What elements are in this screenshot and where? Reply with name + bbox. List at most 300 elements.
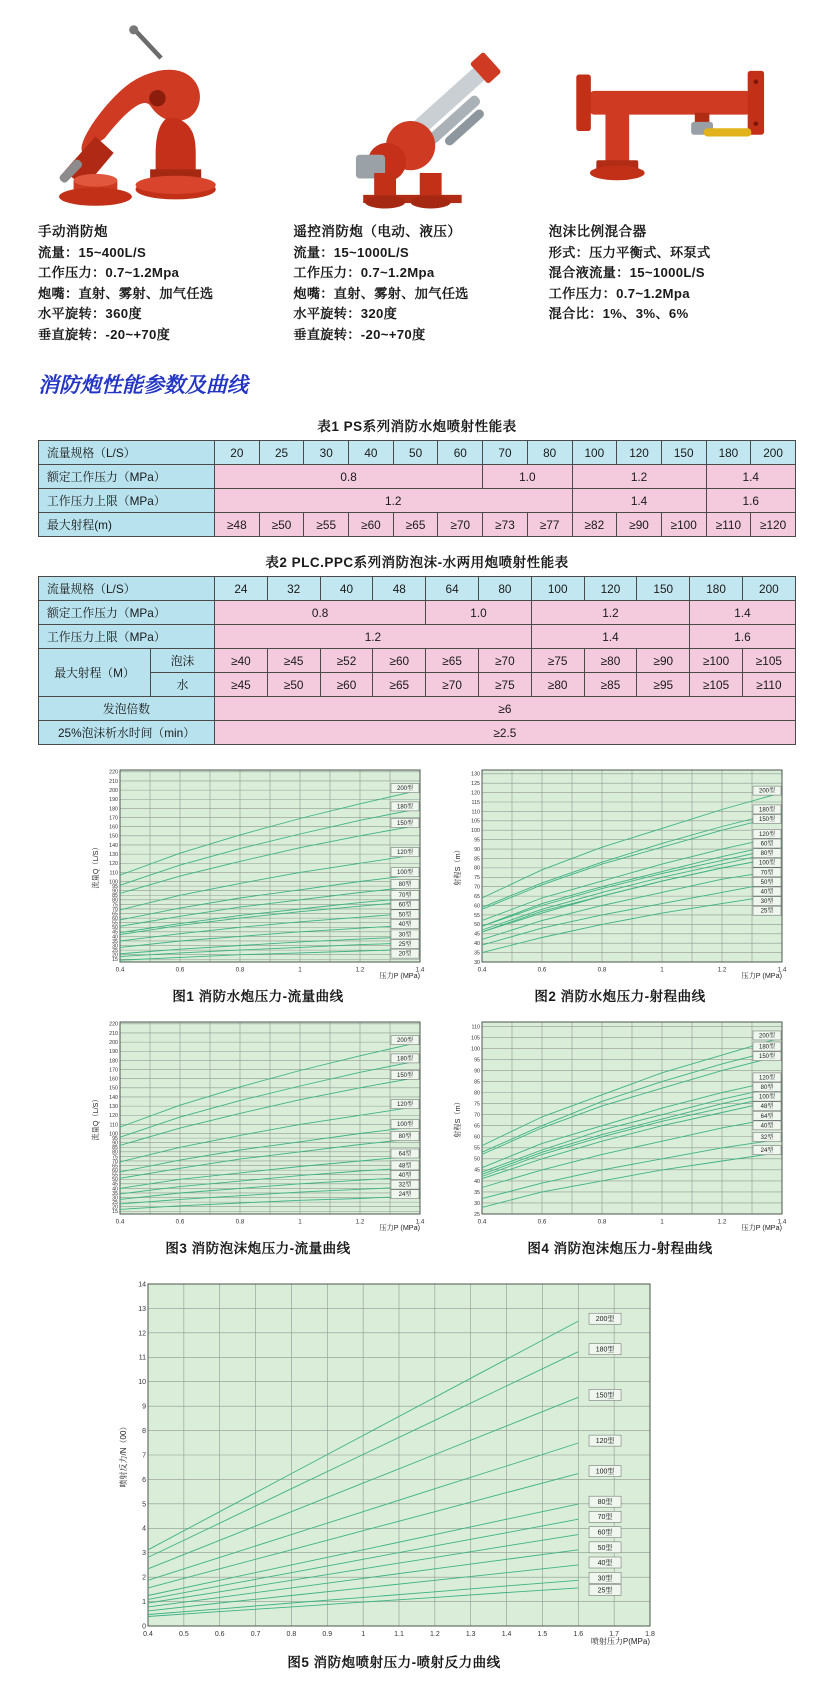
y-axis-label: 流量Q（L/S） (91, 843, 100, 889)
y-tick-label: 160 (109, 1076, 118, 1083)
x-tick-label: 1 (298, 1218, 302, 1226)
product-spec: 工作压力：0.7~1.2Mpa (548, 285, 690, 301)
value-cell: 180 (690, 577, 743, 601)
product-spec: 水平旋转：360度 (38, 306, 142, 322)
y-tick-label: 200 (109, 788, 118, 795)
value-cell: 25 (259, 441, 304, 465)
x-axis-label: 喷射压力P(MPa) (590, 1637, 650, 1647)
chart-4-canvas (451, 1015, 789, 1233)
value-cell: ≥100 (690, 649, 743, 673)
y-tick-label: 140 (109, 843, 118, 850)
x-tick-label: 0.4 (115, 1218, 125, 1226)
value-cell: 150 (661, 441, 706, 465)
y-tick-label: 150 (109, 1085, 118, 1092)
x-tick-label: 1.7 (609, 1631, 620, 1639)
y-axis-label: 喷射反力/N（00） (119, 1422, 128, 1488)
y-tick-label: 55 (474, 1145, 480, 1152)
row-label: 额定工作压力（MPa） (39, 601, 215, 625)
y-tick-label: 13 (138, 1306, 146, 1314)
y-tick-label: 100 (109, 879, 118, 886)
value-cell: 40 (320, 577, 373, 601)
y-tick-label: 30 (112, 1195, 118, 1202)
x-tick-label: 1.2 (355, 1218, 365, 1226)
product-spec: 水平旋转：320度 (293, 306, 398, 322)
y-tick-label: 30 (112, 943, 118, 950)
value-cell: ≥110 (706, 513, 751, 537)
curve-label: 150型 (758, 1054, 776, 1061)
curve-label: 30型 (597, 1575, 613, 1583)
y-tick-label: 35 (112, 939, 118, 946)
value-cell: 1.4 (531, 625, 689, 649)
value-cell: 100 (531, 577, 584, 601)
x-tick-label: 1.2 (717, 1218, 727, 1226)
y-tick-label: 65 (112, 911, 118, 918)
y-tick-label: 110 (109, 1122, 118, 1129)
curve-label: 120型 (396, 850, 414, 857)
y-tick-label: 35 (474, 950, 480, 957)
y-tick-label: 170 (109, 815, 118, 822)
curve-label: 200型 (758, 788, 776, 795)
value-cell: ≥50 (259, 513, 304, 537)
curve-label: 60型 (398, 902, 412, 909)
value-cell: 0.8 (215, 465, 483, 489)
y-tick-label: 7 (142, 1452, 146, 1460)
y-tick-label: 40 (112, 934, 118, 941)
y-tick-label: 120 (109, 861, 118, 868)
product-photo (293, 16, 540, 214)
value-cell: 60 (438, 441, 483, 465)
product-2 (293, 16, 540, 345)
x-axis-label: 压力P (MPa) (379, 1223, 420, 1233)
x-tick-label: 1 (660, 1218, 664, 1226)
row-label: 流量规格（L/S） (39, 577, 215, 601)
table-1-title: 表1 PS系列消防水炮喷射性能表 (317, 419, 517, 435)
y-tick-label: 25 (112, 948, 118, 955)
value-cell: 1.4 (706, 465, 795, 489)
product-showcase (38, 16, 796, 345)
curve-label: 180型 (758, 807, 776, 814)
product-spec: 混合液流量：15~1000L/S (548, 265, 705, 281)
row-sublabel: 水 (151, 673, 215, 697)
y-tick-label: 210 (109, 1031, 118, 1038)
curve-label: 24型 (398, 1192, 412, 1199)
y-tick-label: 60 (112, 1168, 118, 1175)
value-cell: ≥60 (373, 649, 426, 673)
y-tick-label: 90 (474, 847, 480, 854)
value-cell: 1.6 (706, 489, 795, 513)
x-tick-label: 0.6 (175, 1218, 185, 1226)
y-tick-label: 85 (474, 856, 480, 863)
value-cell: 80 (527, 441, 572, 465)
y-tick-label: 12 (138, 1330, 146, 1338)
y-tick-label: 40 (474, 1178, 480, 1185)
y-tick-label: 115 (471, 800, 480, 807)
y-tick-label: 50 (474, 1156, 480, 1163)
y-tick-label: 85 (112, 893, 118, 900)
y-tick-label: 105 (471, 1035, 480, 1042)
curve-label: 70型 (597, 1514, 613, 1522)
x-axis-label: 压力P (MPa) (379, 971, 420, 981)
y-tick-label: 35 (474, 1189, 480, 1196)
y-tick-label: 30 (474, 1201, 480, 1208)
curve-label: 100型 (396, 870, 414, 877)
y-tick-label: 65 (474, 1123, 480, 1130)
remote-fire-monitor-photo (303, 18, 531, 214)
y-tick-label: 65 (112, 1163, 118, 1170)
x-tick-label: 1.8 (645, 1631, 655, 1639)
product-spec: 形式：压力平衡式、环泵式 (548, 244, 711, 260)
x-tick-label: 1.4 (501, 1631, 512, 1639)
y-tick-label: 140 (109, 1095, 118, 1102)
x-tick-label: 1.3 (465, 1631, 476, 1639)
y-tick-label: 190 (109, 1049, 118, 1056)
value-cell: ≥70 (426, 673, 479, 697)
value-cell: ≥120 (751, 513, 796, 537)
value-cell: ≥75 (531, 649, 584, 673)
value-cell: 32 (267, 577, 320, 601)
curve-label: 80型 (398, 1134, 412, 1141)
value-cell: 64 (426, 577, 479, 601)
x-tick-label: 1.2 (717, 966, 727, 974)
curve-label: 40型 (398, 922, 412, 929)
y-tick-label: 85 (474, 1079, 480, 1086)
y-tick-label: 100 (471, 1046, 480, 1053)
y-tick-label: 100 (109, 1131, 118, 1138)
table-2-title: 表2 PLC.PPC系列消防泡沫-水两用炮喷射性能表 (265, 555, 569, 571)
value-cell: 1.6 (690, 625, 796, 649)
value-cell: ≥65 (393, 513, 438, 537)
y-tick-label: 20 (112, 1204, 118, 1211)
curve-label: 40型 (398, 1173, 412, 1180)
curve-label: 80型 (597, 1499, 613, 1507)
y-tick-label: 130 (471, 771, 480, 778)
curve-label: 180型 (396, 1056, 414, 1063)
y-tick-label: 110 (471, 809, 480, 816)
y-tick-label: 4 (142, 1525, 146, 1533)
value-cell: ≥105 (742, 649, 795, 673)
y-tick-label: 85 (112, 1145, 118, 1152)
y-tick-label: 25 (112, 1200, 118, 1207)
x-tick-label: 0.4 (477, 966, 487, 974)
row-label: 额定工作压力（MPa） (39, 465, 215, 489)
value-cell: 200 (751, 441, 796, 465)
product-spec: 炮嘴：直射、雾射、加气任选 (38, 285, 214, 301)
value-cell: ≥82 (572, 513, 617, 537)
curve-label: 48型 (398, 1163, 412, 1170)
product-1 (38, 16, 285, 345)
curve-label: 200型 (595, 1316, 615, 1324)
curve-label: 150型 (396, 821, 414, 828)
curve-label: 40型 (760, 889, 774, 896)
y-tick-label: 3 (142, 1550, 146, 1558)
curve-label: 200型 (758, 1033, 776, 1040)
y-axis-label: 射程S（m） (453, 1098, 462, 1138)
row-label: 工作压力上限（MPa） (39, 489, 215, 513)
x-axis-label: 压力P (MPa) (741, 1223, 782, 1233)
value-cell: ≥70 (438, 513, 483, 537)
chart-2-canvas (451, 763, 789, 981)
curve-label: 100型 (758, 1094, 776, 1101)
y-tick-label: 120 (109, 1113, 118, 1120)
y-tick-label: 45 (112, 929, 118, 936)
y-tick-label: 65 (474, 894, 480, 901)
value-cell: ≥70 (478, 649, 531, 673)
curve-label: 70型 (760, 870, 774, 877)
y-tick-label: 110 (109, 870, 118, 877)
curve-label: 32型 (398, 1182, 412, 1189)
y-tick-label: 15 (112, 1209, 118, 1216)
y-tick-label: 5 (142, 1501, 146, 1509)
y-tick-label: 90 (474, 1068, 480, 1075)
chart-2 (444, 763, 796, 1015)
curve-label: 50型 (597, 1544, 613, 1552)
y-tick-label: 55 (112, 920, 118, 927)
x-tick-label: 0.6 (537, 1218, 547, 1226)
y-tick-label: 90 (112, 1140, 118, 1147)
curve-label: 64型 (398, 1151, 412, 1158)
curve-label: 100型 (396, 1122, 414, 1129)
product-3 (549, 16, 796, 345)
y-tick-label: 95 (474, 1057, 480, 1064)
y-tick-label: 9 (142, 1403, 146, 1411)
value-cell: ≥45 (215, 673, 268, 697)
value-cell: 40 (349, 441, 394, 465)
y-tick-label: 45 (112, 1181, 118, 1188)
value-cell: 24 (215, 577, 268, 601)
value-cell: ≥80 (531, 673, 584, 697)
curve-label: 24型 (760, 1148, 774, 1155)
curve-label: 64型 (760, 1113, 774, 1120)
curve-label: 20型 (398, 951, 412, 958)
curve-label: 120型 (758, 832, 776, 839)
row-label: 25%泡沫析水时间（min） (39, 721, 215, 745)
curve-label: 180型 (595, 1346, 615, 1354)
value-cell: ≥105 (690, 673, 743, 697)
chart-1-canvas (89, 763, 427, 981)
x-tick-label: 1.1 (394, 1631, 404, 1639)
product-spec: 工作压力：0.7~1.2Mpa (293, 265, 435, 281)
y-tick-label: 20 (112, 952, 118, 959)
row-sublabel: 泡沫 (151, 649, 215, 673)
y-tick-label: 180 (109, 1058, 118, 1065)
value-cell: ≥75 (478, 673, 531, 697)
curve-label: 180型 (758, 1044, 776, 1051)
curve-label: 32型 (760, 1135, 774, 1142)
y-tick-label: 60 (474, 903, 480, 910)
value-cell: ≥90 (617, 513, 662, 537)
product-photo (38, 16, 285, 214)
product-spec: 垂直旋转：-20~+70度 (293, 326, 426, 342)
curve-label: 150型 (396, 1073, 414, 1080)
y-tick-label: 180 (109, 806, 118, 813)
value-cell: ≥85 (584, 673, 637, 697)
y-tick-label: 95 (474, 837, 480, 844)
x-tick-label: 1.2 (429, 1631, 440, 1639)
y-tick-label: 95 (112, 884, 118, 891)
curve-label: 150型 (758, 817, 776, 824)
y-tick-label: 45 (474, 931, 480, 938)
x-tick-label: 0.8 (597, 1218, 607, 1226)
y-tick-label: 14 (138, 1281, 146, 1289)
foam-proportioner-photo (558, 18, 786, 214)
value-cell: ≥55 (304, 513, 349, 537)
value-cell: 20 (215, 441, 260, 465)
value-cell: 70 (483, 441, 528, 465)
x-tick-label: 1 (660, 966, 664, 974)
value-cell: ≥6 (215, 697, 796, 721)
value-cell: ≥50 (267, 673, 320, 697)
y-tick-label: 50 (474, 922, 480, 929)
value-cell: 1.4 (572, 489, 706, 513)
y-tick-label: 1 (142, 1599, 146, 1607)
product-photo (549, 16, 796, 214)
chart-5 (112, 1275, 796, 1681)
y-tick-label: 130 (109, 852, 118, 859)
row-label: 流量规格（L/S） (39, 441, 215, 465)
y-tick-label: 8 (142, 1428, 146, 1436)
y-tick-label: 25 (474, 1212, 480, 1219)
curve-label: 25型 (597, 1587, 613, 1595)
x-tick-label: 0.8 (286, 1631, 297, 1639)
value-cell: ≥52 (320, 649, 373, 673)
value-cell: ≥73 (483, 513, 528, 537)
y-tick-label: 170 (109, 1067, 118, 1074)
chart-3-canvas (89, 1015, 427, 1233)
product-spec: 垂直旋转：-20~+70度 (38, 326, 171, 342)
x-tick-label: 0.4 (143, 1631, 153, 1639)
value-cell: ≥80 (584, 649, 637, 673)
product-spec: 流量：15~1000L/S (293, 244, 410, 260)
performance-tables (38, 415, 796, 745)
y-tick-label: 40 (474, 941, 480, 948)
curve-label: 180型 (396, 804, 414, 811)
curve-label: 80型 (760, 1085, 774, 1092)
value-cell: ≥45 (267, 649, 320, 673)
value-cell: 100 (572, 441, 617, 465)
y-tick-label: 15 (112, 957, 118, 964)
value-cell: 180 (706, 441, 751, 465)
curve-label: 80型 (760, 851, 774, 858)
chart-3 (82, 1015, 434, 1267)
y-tick-label: 60 (112, 916, 118, 923)
y-tick-label: 200 (109, 1040, 118, 1047)
curve-label: 60型 (760, 841, 774, 848)
value-cell: 1.2 (572, 465, 706, 489)
curve-label: 30型 (760, 899, 774, 906)
x-tick-label: 1.4 (777, 1218, 787, 1226)
value-cell: 50 (393, 441, 438, 465)
table-2 (38, 576, 796, 745)
curve-label: 25型 (760, 908, 774, 915)
value-cell: ≥60 (320, 673, 373, 697)
x-tick-label: 0.6 (175, 966, 185, 974)
curve-label: 50型 (398, 912, 412, 919)
y-tick-label: 220 (109, 1021, 118, 1028)
value-cell: ≥65 (373, 673, 426, 697)
value-cell: 1.2 (215, 489, 573, 513)
value-cell: ≥2.5 (215, 721, 796, 745)
y-axis-label: 射程S（m） (453, 846, 462, 886)
value-cell: 1.0 (483, 465, 572, 489)
x-tick-label: 0.8 (235, 966, 245, 974)
curve-label: 120型 (595, 1438, 615, 1446)
x-tick-label: 0.7 (250, 1631, 261, 1639)
y-tick-label: 95 (112, 1136, 118, 1143)
x-tick-label: 1.4 (415, 966, 425, 974)
x-tick-label: 1 (298, 966, 302, 974)
row-label: 最大射程(m) (39, 513, 215, 537)
y-tick-label: 220 (109, 769, 118, 776)
chart-4-caption: 图4 消防泡沫炮压力-射程曲线 (527, 1241, 713, 1257)
product-spec: 混合比：1%、3%、6% (548, 306, 689, 322)
chart-5-caption: 图5 消防炮喷射压力-喷射反力曲线 (287, 1655, 501, 1671)
product-spec: 工作压力：0.7~1.2Mpa (38, 265, 180, 281)
y-tick-label: 70 (474, 884, 480, 891)
y-tick-label: 90 (112, 888, 118, 895)
value-cell: ≥90 (637, 649, 690, 673)
y-tick-label: 75 (112, 1154, 118, 1161)
y-tick-label: 70 (474, 1112, 480, 1119)
y-tick-label: 11 (138, 1354, 146, 1362)
product-spec: 炮嘴：直射、雾射、加气任选 (293, 285, 469, 301)
chart-2-caption: 图2 消防水炮压力-射程曲线 (534, 989, 706, 1005)
x-tick-label: 1 (361, 1631, 366, 1639)
curve-label: 30型 (398, 932, 412, 939)
value-cell: 80 (478, 577, 531, 601)
y-tick-label: 75 (112, 902, 118, 909)
row-label: 发泡倍数 (39, 697, 215, 721)
y-tick-label: 45 (474, 1167, 480, 1174)
row-label: 最大射程（M） (39, 649, 151, 697)
y-tick-label: 100 (471, 828, 480, 835)
curve-label: 40型 (597, 1560, 613, 1568)
value-cell: ≥48 (215, 513, 260, 537)
x-tick-label: 0.9 (322, 1631, 333, 1639)
x-tick-label: 1.6 (573, 1631, 584, 1639)
section-heading: 消防炮性能参数及曲线 (38, 374, 248, 398)
chart-1-caption: 图1 消防水炮压力-流量曲线 (172, 989, 344, 1005)
y-tick-label: 75 (474, 875, 480, 882)
x-tick-label: 0.4 (115, 966, 125, 974)
x-axis-label: 压力P (MPa) (741, 971, 782, 981)
performance-charts (82, 763, 796, 1681)
value-cell: 120 (617, 441, 662, 465)
value-cell: ≥100 (661, 513, 706, 537)
curve-label: 60型 (597, 1529, 613, 1537)
value-cell: 150 (637, 577, 690, 601)
y-tick-label: 80 (112, 1149, 118, 1156)
value-cell: 1.0 (426, 601, 532, 625)
y-tick-label: 80 (474, 1090, 480, 1097)
value-cell: 1.2 (215, 625, 532, 649)
value-cell: 48 (373, 577, 426, 601)
x-tick-label: 0.5 (178, 1631, 189, 1639)
y-tick-label: 40 (112, 1186, 118, 1193)
y-tick-label: 75 (474, 1101, 480, 1108)
chart-1 (82, 763, 434, 1015)
curve-label: 70型 (398, 893, 412, 900)
value-cell: ≥65 (426, 649, 479, 673)
y-tick-label: 55 (112, 1172, 118, 1179)
y-tick-label: 50 (112, 925, 118, 932)
y-tick-label: 35 (112, 1191, 118, 1198)
curve-label: 200型 (396, 786, 414, 793)
y-tick-label: 0 (142, 1623, 146, 1631)
value-cell: ≥60 (349, 513, 394, 537)
y-tick-label: 55 (474, 912, 480, 919)
y-tick-label: 160 (109, 824, 118, 831)
y-tick-label: 190 (109, 797, 118, 804)
